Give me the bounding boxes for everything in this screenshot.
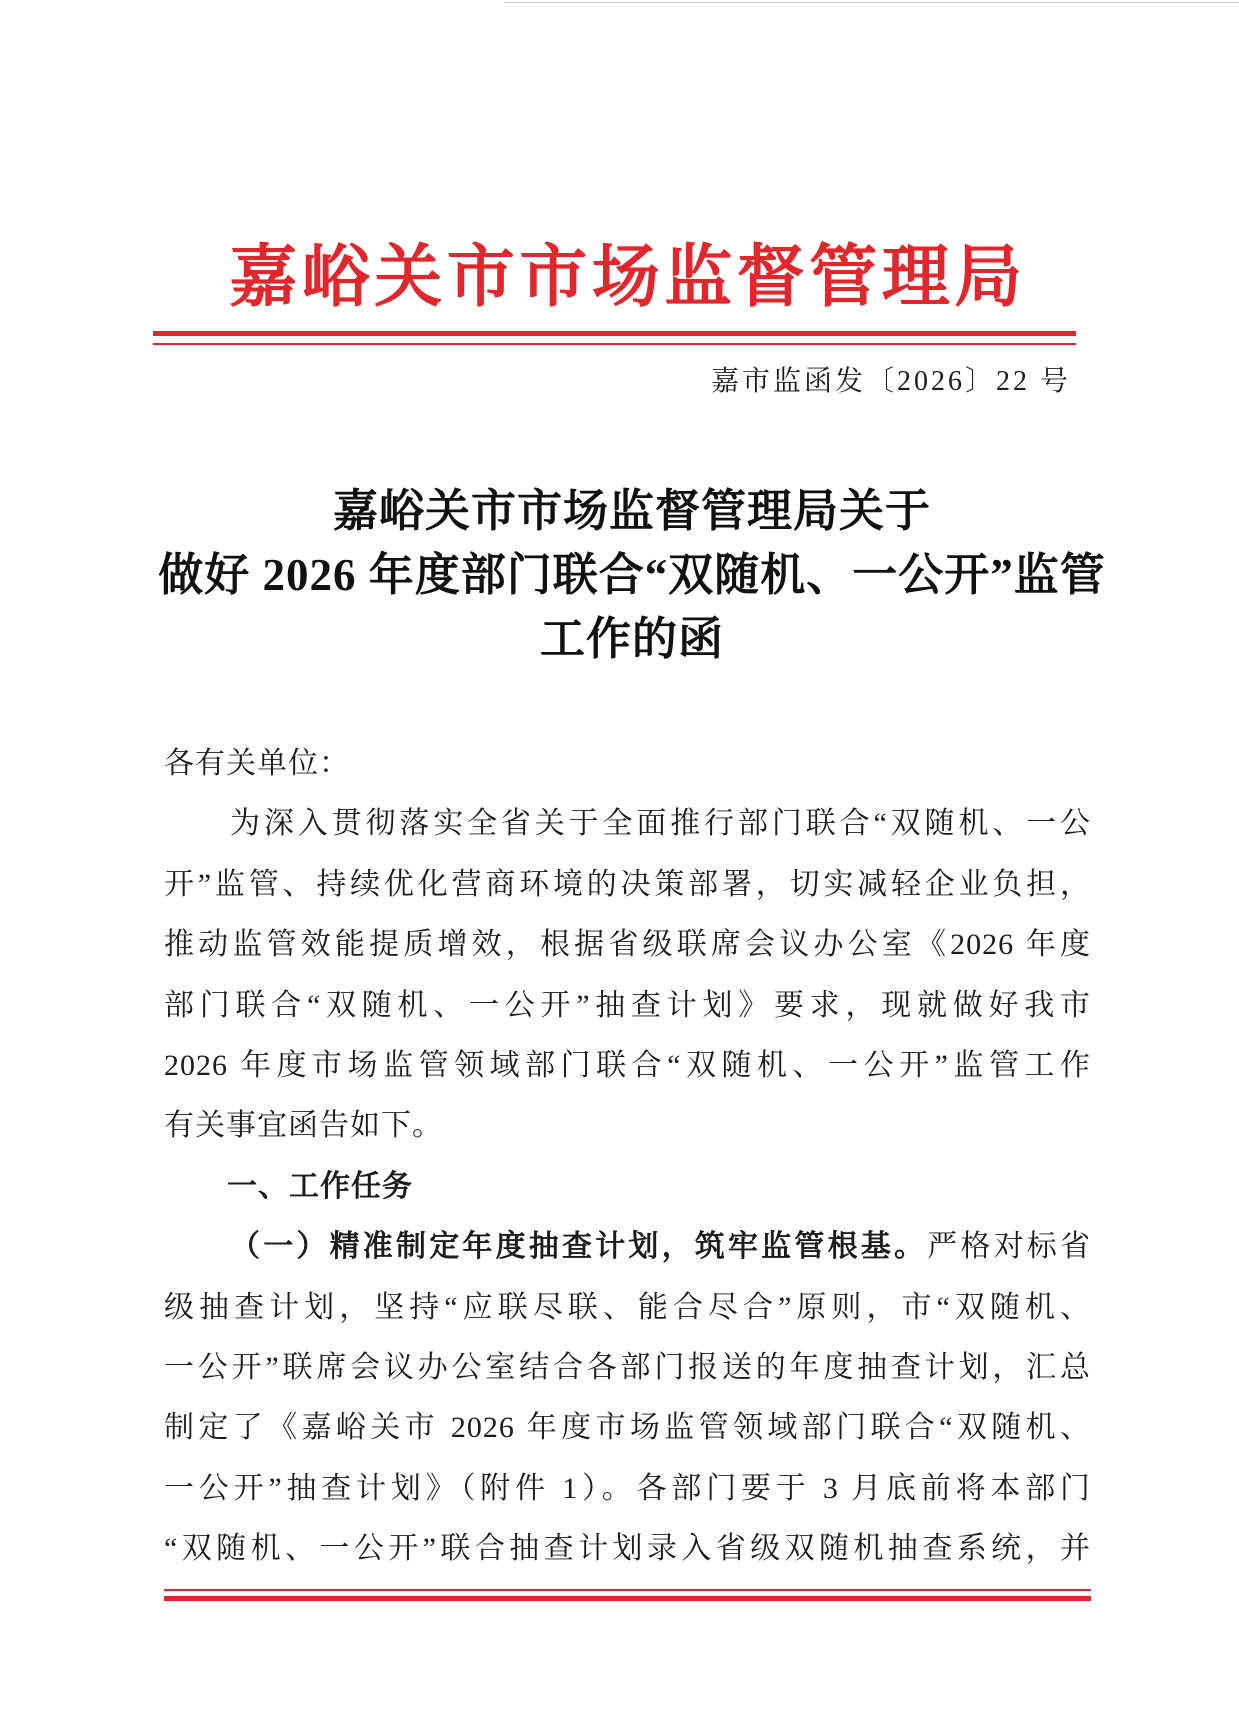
section-heading: 一、工作任务 (227, 1169, 413, 1203)
paragraph-line: 推动监管效能提质增效，根据省级联席会议办公室《2026 年度 (164, 928, 1091, 962)
salutation: 各有关单位： (164, 747, 350, 780)
document-title-line: 工作的函 (539, 614, 724, 664)
paragraph-line: 一公开”联席会议办公室结合各部门报送的年度抽查计划，汇总 (164, 1350, 1091, 1384)
document-title-line: 嘉峪关市市场监督管理局关于 (332, 486, 931, 536)
paragraph-line (164, 1217, 1091, 1277)
paragraph-line: 一公开”抽查计划》（附件 1）。各部门要于 3 月底前将本部门 (164, 1471, 1091, 1505)
paragraph-line: 制定了《嘉峪关市 2026 年度市场监管领域部门联合“双随机、 (164, 1411, 1091, 1445)
paragraph-line: 级抽查计划，坚持“应联尽联、能合尽合”原则，市“双随机、 (164, 1290, 1091, 1324)
document-title (100, 479, 1164, 671)
paragraph-line: 有关事宜函告如下。 (164, 1109, 443, 1143)
document-body (164, 734, 1091, 1579)
subsection-heading: （一）精准制定年度抽查计划，筑牢监管根基。 (230, 1229, 928, 1265)
document-number: 嘉市监函发〔2026〕22 号 (710, 366, 1071, 397)
paragraph-line: “双随机、一公开”联合抽查计划录入省级双随机抽查系统，并 (164, 1532, 1091, 1566)
paragraph-line: 开”监管、持续优化营商环境的决策部署，切实减轻企业负担， (164, 867, 1091, 901)
letterhead-rule-thick (153, 331, 1076, 336)
paragraph (164, 1217, 1091, 1579)
paragraph-line: 2026 年度市场监管领域部门联合“双随机、一公开”监管工作 (164, 1048, 1091, 1082)
letterhead-rule-thin (153, 343, 1076, 345)
footer-rule-thin (164, 1589, 1091, 1591)
paragraph-line: 为深入贯彻落实全省关于全面推行部门联合“双随机、一公 (230, 807, 1091, 841)
footer-rule-thick (164, 1596, 1091, 1601)
paragraph-line: 部门联合“双随机、一公开”抽查计划》要求，现就做好我市 (164, 988, 1091, 1022)
paragraph-line-text: 严格对标省 (927, 1230, 1091, 1264)
scan-edge-line (504, 2, 1239, 3)
document-title-line: 做好 2026 年度部门联合“双随机、一公开”监管 (158, 550, 1106, 600)
paragraph (164, 794, 1091, 1156)
letterhead-org-name: 嘉峪关市市场监督管理局 (229, 239, 1027, 315)
